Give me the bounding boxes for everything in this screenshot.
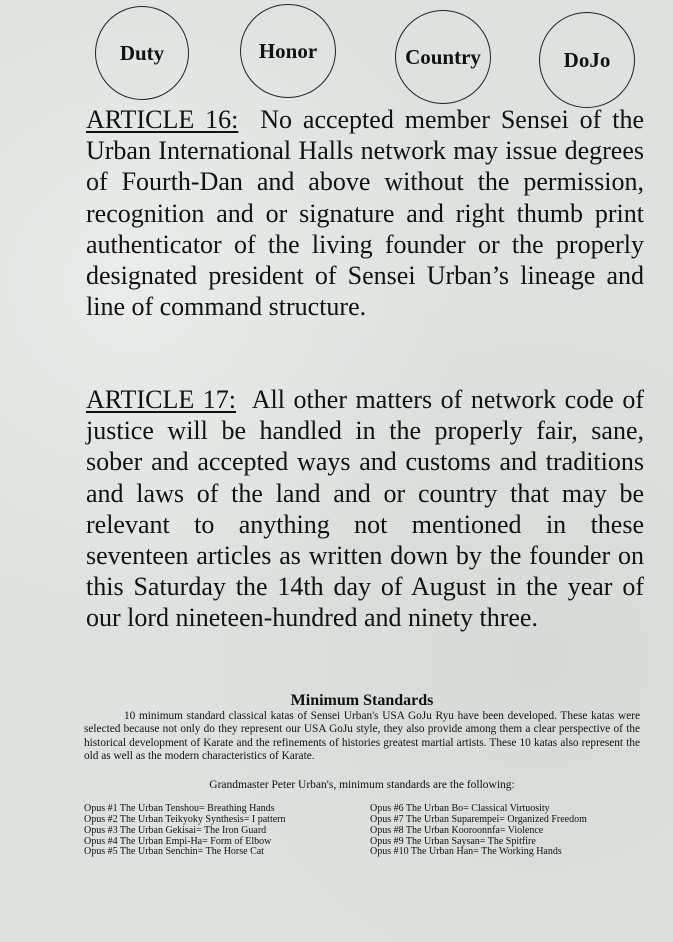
article-16-label: ARTICLE 16: <box>86 105 239 134</box>
motto-circle-honor: Honor <box>240 4 336 98</box>
article-17 <box>86 384 644 634</box>
motto-circle-dojo: DoJo <box>539 12 635 108</box>
opus-item: Opus #2 The Urban Teikyoky Synthesis= I pattern <box>84 814 286 826</box>
motto-circle-duty: Duty <box>95 6 189 100</box>
article-17-text: All other matters of network code of justice will be handled in the properly fair, sane, sober and accepted ways and customs and traditions and laws of the land and or country that may be relevant to anything not mentioned in these seventeen articles as written down by the founder on this Saturday the 14th day of August in the year of our lord nineteen-hundred and ninety three. <box>86 385 644 633</box>
minimum-standards-section <box>84 694 640 858</box>
opus-item: Opus #4 The Urban Empi-Ha= Form of Elbow <box>84 835 272 847</box>
opus-item: Opus #7 The Urban Suparempei= Organized Freedom <box>370 814 587 826</box>
opus-item: Opus #1 The Urban Tenshou= Breathing Hands <box>84 803 275 815</box>
opus-list-right <box>370 804 640 858</box>
article-16 <box>86 104 644 322</box>
opus-item: Opus #10 The Urban Han= The Working Hands <box>370 846 562 858</box>
opus-item: Opus #5 The Urban Senchin= The Horse Cat <box>84 846 264 858</box>
opus-item: Opus #6 The Urban Bo= Classical Virtuosity <box>370 803 550 815</box>
standards-intro: 10 minimum standard classical katas of Sensei Urban's USA GoJu Ryu have been developed. These katas were selected because not only do they represent our USA GoJu style, they also provide among them a clear perspective of the historical development of Karate and the refinements of histories greatest martial artists. These 10 katas also represent the old as well as the modern characteristics of Karate. <box>84 710 640 762</box>
motto-circles <box>0 4 673 104</box>
opus-item: Opus #9 The Urban Saysan= The Spitfire <box>370 835 536 847</box>
opus-item: Opus #8 The Urban Kooroonnfa= Violence <box>370 824 544 836</box>
standards-title: Minimum Standards <box>290 692 434 709</box>
standards-subtitle: Grandmaster Peter Urban's, minimum standards are the following: <box>209 779 515 792</box>
opus-list-left <box>84 804 370 858</box>
article-16-text: No accepted member Sensei of the Urban International Halls network may issue degrees of Fourth-Dan and above without the permission, recognition and or signature and right thumb print authenticator of the living founder or the properly designated president of Sensei Urban’s lineage and line of command structure. <box>86 105 644 322</box>
opus-item: Opus #3 The Urban Gekisai= The Iron Guard <box>84 824 267 836</box>
motto-circle-country: Country <box>395 10 491 104</box>
article-17-label: ARTICLE 17: <box>86 385 237 414</box>
opus-list <box>84 804 640 858</box>
